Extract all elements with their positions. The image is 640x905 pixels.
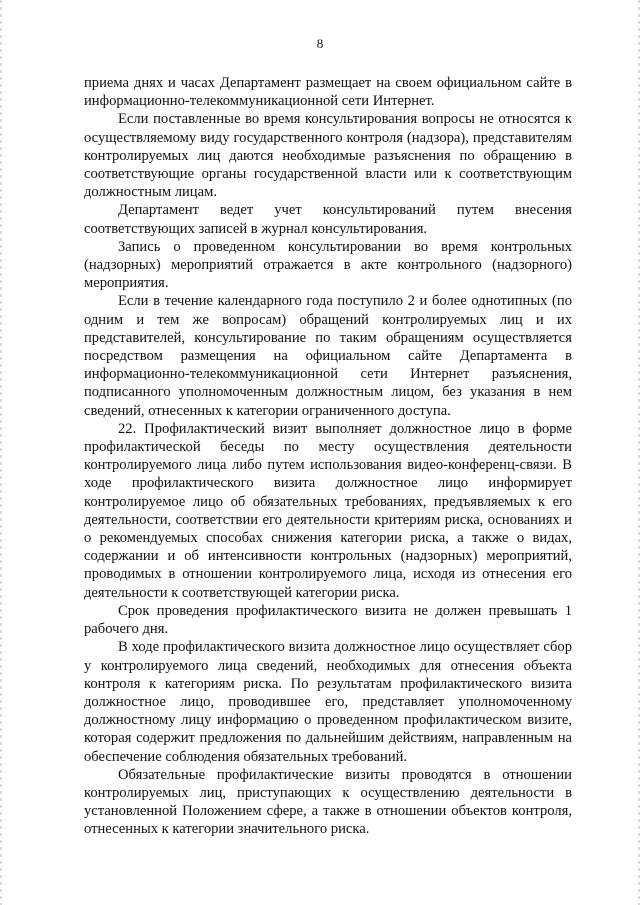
paragraph-visit-duration: Срок проведения профилактического визита не должен превышать 1 рабочего дня. <box>84 602 572 638</box>
paragraph-item-22-preventive-visit: 22. Профилактический визит выполняет должностное лицо в форме профилактической беседы по месту осуществления деятельности контролируемого лица либо путем использования видео-конференц-связи. В ходе профилактического визита должностное лицо информирует контролируемое лицо об обязательных требованиях, предъявляемых к его деятельности, соответствии его деятельности критериям риска, основаниях и о рекомендуемых способах снижения категории риска, а также о видах, содержании и об интенсивности контрольных (надзорных) мероприятий, проводимых в отношении контролируемого лица, исходя из отнесения его деятельности к соответствующей категории риска. <box>84 420 572 601</box>
paragraph-mandatory-visits: Обязательные профилактические визиты проводятся в отношении контролируемых лиц, приступающих к осуществлению деятельности в установленной Положением сфере, а также в отношении объектов контроля, отнесенных к категории значительного риска. <box>84 766 572 838</box>
document-body <box>84 74 572 839</box>
paragraph-visit-information-collection: В ходе профилактического визита должностное лицо осуществляет сбор у контролируемого лица сведений, необходимых для отнесения объекта контроля к категориям риска. По результатам профилактического визита должностное лицо, проводившее его, представляет уполномоченному должностному лицу информацию о проведенном профилактическом визите, которая содержит предложения по дальнейшим действиям, направленным на обеспечение соблюдения обязательных требований. <box>84 639 572 765</box>
paragraph-consultation-record: Запись о проведенном консультировании во время контрольных (надзорных) мероприятий отражается в акте контрольного (надзорного) мероприятия. <box>84 238 572 292</box>
paragraph-clarifications: Если поставленные во время консультирования вопросы не относятся к осуществляемому виду государственного контроля (надзора), представителям контролируемых лиц даются необходимые разъяснения по обращению в соответствующие органы государственной власти или к соответствующим должностным лицам. <box>84 111 572 201</box>
paragraph-consultation-log: Департамент ведет учет консультирований путем внесения соответствующих записей в журнал консультирования. <box>84 202 572 237</box>
paragraph-repeated-requests: Если в течение календарного года поступило 2 и более однотипных (по одним и тем же вопросам) обращений контролируемых лиц и их представителей, консультирование по таким обращениям осуществляется посредством размещения на официальном сайте Департамента в информационно-телекоммуникационной сети Интернет разъяснения, подписанного уполномоченным должностным лицом, без указания в нем сведений, отнесенных к категории ограниченного доступа. <box>84 293 572 419</box>
scan-edge-left <box>0 0 2 905</box>
paragraph-continuation: приема днях и часах Департамент размещает на своем официальном сайте в информационно-телекоммуникационной сети Интернет. <box>84 75 572 110</box>
page-number: 8 <box>316 36 324 51</box>
